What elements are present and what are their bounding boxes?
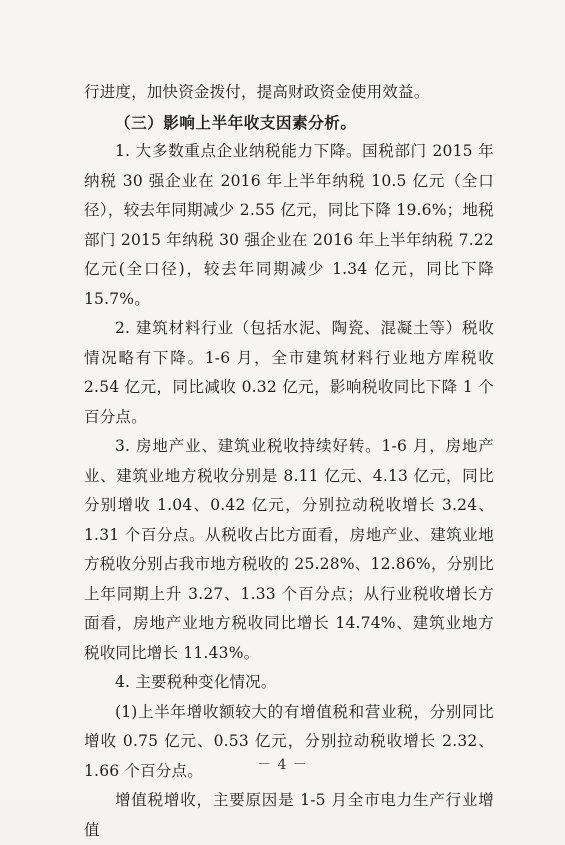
paragraph-vat-reason: 增值税增收，主要原因是 1-5 月全市电力生产行业增值 [84, 791, 494, 839]
page-number: － 4 － [257, 757, 308, 773]
paragraph-building-materials: 2. 建筑材料行业（包括水泥、陶瓷、混凝土等）税收情况略有下降。1-6 月，全市建筑材料行业地方库税收 2.54 亿元，同比减收 0.32 亿元，影响税收同比下降 1 个百分点。 [84, 319, 494, 426]
document-body [84, 78, 494, 845]
paragraph-continuation: 行进度，加快资金拨付，提高财政资金使用效益。 [84, 83, 430, 101]
paragraph-tax-types-heading: 4. 主要税种变化情况。 [115, 673, 277, 691]
section-heading: （三）影响上半年收支因素分析。 [115, 112, 357, 132]
paragraph-vat-business-tax: (1)上半年增收额较大的有增值税和营业税，分别同比增收 0.75 亿元、0.53 亿元，分别拉动税收增长 2.32、1.66 个百分点。 [84, 702, 494, 780]
paragraph-real-estate: 3. 房地产业、建筑业税收持续好转。1-6 月，房地产业、建筑业地方税收分别是 8.11 亿元、4.13 亿元，同比分别增收 1.04、0.42 亿元，分别拉动税收增长 3.24、1.31 个百分点。从税收占比方面看，房地产业、建筑业地方税收分别占我市地方税收的 25.28%、12.86%，分别比上年同期上升 3.27、1.33 个百分点；从行业税收增长方面看，房地产业地方税收同比增长 14.74%、建筑业地方税收同比增长 11.43%。 [84, 437, 494, 662]
paragraph-key-enterprises: 1. 大多数重点企业纳税能力下降。国税部门 2015 年纳税 30 强企业在 2016 年上半年纳税 10.5 亿元（全口径），较去年同期减少 2.55 亿元，同比下降 19.6%；地税部门 2015 年纳税 30 强企业在 2016 年上半年纳税 7.22 亿元(全口径)，较去年同期减少 1.34 亿元，同比下降 15.7%。 [84, 142, 494, 308]
